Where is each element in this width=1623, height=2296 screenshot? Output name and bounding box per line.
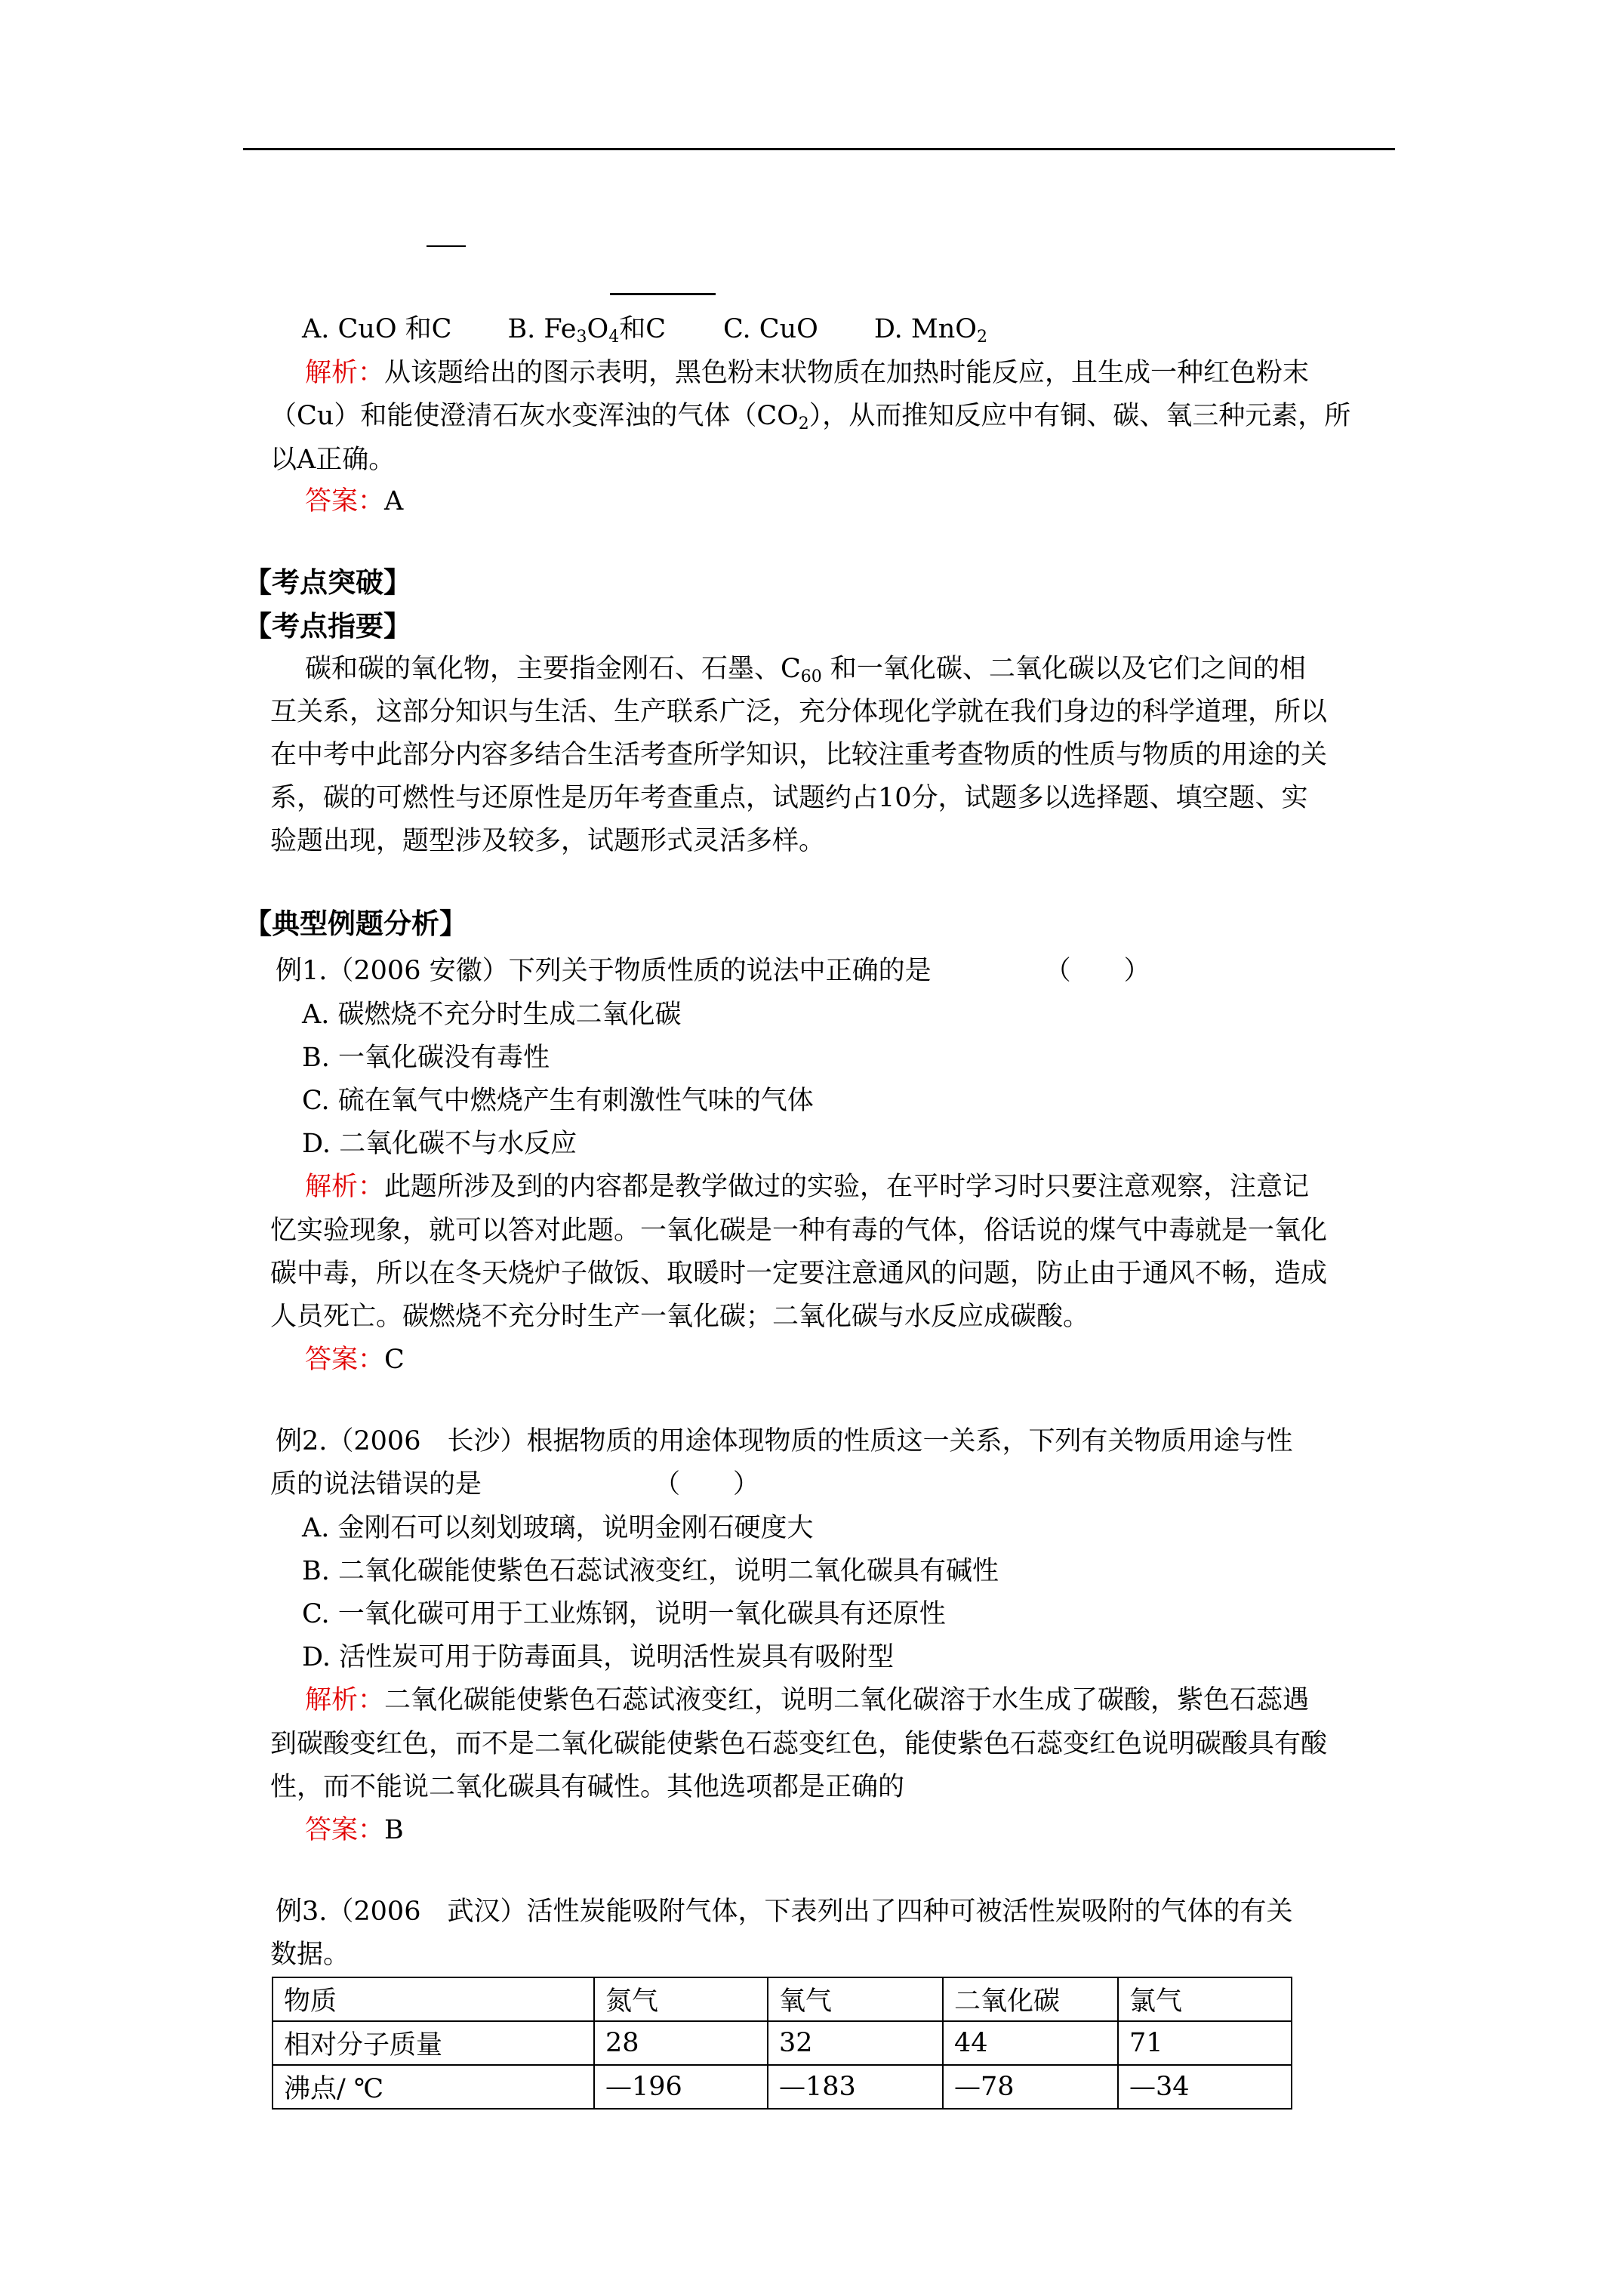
section-heading: 【考点突破】 bbox=[244, 566, 411, 599]
analysis-label: 解析： bbox=[305, 358, 385, 388]
example-2-option-d: D. 活性炭可用于防毒面具，说明活性炭具有吸附型 bbox=[302, 1642, 895, 1672]
table-cell: 相对分子质量 bbox=[273, 2021, 594, 2065]
example-2-question-line-2: 质的说法错误的是 （ ） bbox=[270, 1469, 760, 1499]
answer-label: 答案： bbox=[305, 486, 385, 516]
example-1-option-a: A. 碳燃烧不充分时生成二氧化碳 bbox=[302, 1000, 682, 1030]
guide-line-1: 碳和碳的氧化物，主要指金刚石、石墨、$C_{60}$ 和一氧化碳、二氧化碳以及它们之间的相 bbox=[305, 654, 1306, 686]
example-1-option-d: D. 二氧化碳不与水反应 bbox=[302, 1129, 577, 1159]
blank-line bbox=[610, 293, 716, 295]
guide-line-3: 在中考中此部分内容多结合生活考查所学知识，比较注重考查物质的性质与物质的用途的关 bbox=[270, 740, 1328, 770]
example-2-analysis-line-2: 到碳酸变红色，而不是二氧化碳能使紫色石蕊变红色，能使紫色石蕊变红色说明碳酸具有酸 bbox=[270, 1729, 1328, 1759]
section-heading: 【典型例题分析】 bbox=[244, 907, 467, 940]
example-1-analysis-line-4: 人员死亡。碳燃烧不充分时生产一氧化碳；二氧化碳与水反应成碳酸。 bbox=[270, 1302, 1090, 1332]
example-1-question: 例1.（2006 安徽）下列关于物质性质的说法中正确的是 （ ） bbox=[276, 956, 1150, 986]
example-2-option-b: B. 二氧化碳能使紫色石蕊试液变红，说明二氧化碳具有碱性 bbox=[302, 1556, 999, 1586]
example-3-question-line-2: 数据。 bbox=[270, 1940, 350, 1970]
table-cell: 物质 bbox=[273, 1977, 594, 2021]
example-1-analysis-line-1: 解析：此题所涉及到的内容都是教学做过的实验，在平时学习时只要注意观察，注意记 bbox=[305, 1172, 1310, 1202]
option-d: D. MnO$_2$ bbox=[873, 314, 987, 347]
example-2-option-a: A. 金刚石可以刻划玻璃，说明金刚石硬度大 bbox=[302, 1513, 814, 1543]
guide-line-4: 系，碳的可燃性与还原性是历年考查重点，试题约占10分，试题多以选择题、填空题、实 bbox=[270, 783, 1308, 813]
table-cell: 氮气 bbox=[594, 1977, 768, 2021]
table-row bbox=[273, 2065, 1292, 2109]
section-heading: 【考点指要】 bbox=[244, 609, 411, 643]
answer-label: 答案： bbox=[305, 1815, 385, 1845]
example-2-option-c: C. 一氧化碳可用于工业炼钢，说明一氧化碳具有还原性 bbox=[302, 1599, 946, 1629]
table-cell: —183 bbox=[768, 2065, 943, 2109]
table-cell: 氧气 bbox=[768, 1977, 943, 2021]
table-cell: 71 bbox=[1118, 2021, 1292, 2065]
table-cell: 28 bbox=[594, 2021, 768, 2065]
table-cell: —34 bbox=[1118, 2065, 1292, 2109]
example-2-answer: 答案：B bbox=[305, 1815, 404, 1845]
answer-label: 答案： bbox=[305, 1345, 385, 1375]
blank-line bbox=[427, 245, 466, 247]
answer-1: 答案：A bbox=[305, 486, 404, 516]
table-row bbox=[273, 2021, 1292, 2065]
example-1-option-b: B. 一氧化碳没有毒性 bbox=[302, 1043, 550, 1073]
guide-line-5: 验题出现，题型涉及较多，试题形式灵活多样。 bbox=[270, 826, 826, 856]
analysis-1-line-3: 以A正确。 bbox=[270, 445, 396, 475]
example-1-answer: 答案：C bbox=[305, 1345, 405, 1375]
example-3-question-line-1: 例3.（2006 武汉）活性炭能吸附气体，下表列出了四种可被活性炭吸附的气体的有关 bbox=[276, 1897, 1293, 1927]
table-cell: —78 bbox=[943, 2065, 1118, 2109]
analysis-1-line-1: 解析：从该题给出的图示表明，黑色粉末状物质在加热时能反应，且生成一种红色粉末 bbox=[305, 358, 1310, 388]
gas-data-table bbox=[272, 1977, 1292, 2110]
example-1-analysis-line-2: 忆实验现象，就可以答对此题。一氧化碳是一种有毒的气体，俗话说的煤气中毒就是一氧化 bbox=[270, 1216, 1328, 1246]
option-a: A. CuO 和C bbox=[302, 314, 452, 344]
table-cell: 44 bbox=[943, 2021, 1118, 2065]
analysis-label: 解析： bbox=[305, 1685, 385, 1715]
table-cell: —196 bbox=[594, 2065, 768, 2109]
example-2-analysis-line-1: 解析：二氧化碳能使紫色石蕊试液变红，说明二氧化碳溶于水生成了碳酸，紫色石蕊遇 bbox=[305, 1685, 1310, 1715]
table-cell: 32 bbox=[768, 2021, 943, 2065]
top-options bbox=[302, 311, 987, 356]
analysis-label: 解析： bbox=[305, 1172, 385, 1202]
analysis-1-line-2: （Cu）和能使澄清石灰水变浑浊的气体$(CO_2)$，从而推知反应中有铜、碳、氧三种元素，所 bbox=[270, 401, 1351, 433]
option-c: C. CuO bbox=[723, 314, 818, 344]
example-2-question-line-1: 例2.（2006 长沙）根据物质的用途体现物质的性质这一关系，下列有关物质用途与性 bbox=[276, 1426, 1293, 1456]
header-rule bbox=[243, 148, 1395, 150]
example-2-analysis-line-3: 性，而不能说二氧化碳具有碱性。其他选项都是正确的 bbox=[270, 1772, 905, 1802]
table-cell: 沸点/ ℃ bbox=[273, 2065, 594, 2109]
guide-line-2: 互关系，这部分知识与生活、生产联系广泛，充分体现化学就在我们身边的科学道理，所以 bbox=[270, 697, 1328, 727]
table-cell: 二氧化碳 bbox=[943, 1977, 1118, 2021]
table-header-row bbox=[273, 1977, 1292, 2021]
table-cell: 氯气 bbox=[1118, 1977, 1292, 2021]
example-1-analysis-line-3: 碳中毒，所以在冬天烧炉子做饭、取暖时一定要注意通风的问题，防止由于通风不畅，造成 bbox=[270, 1259, 1328, 1289]
option-b: B. $Fe_3O_4$和C bbox=[507, 314, 666, 347]
example-1-option-c: C. 硫在氧气中燃烧产生有刺激性气味的气体 bbox=[302, 1086, 814, 1116]
